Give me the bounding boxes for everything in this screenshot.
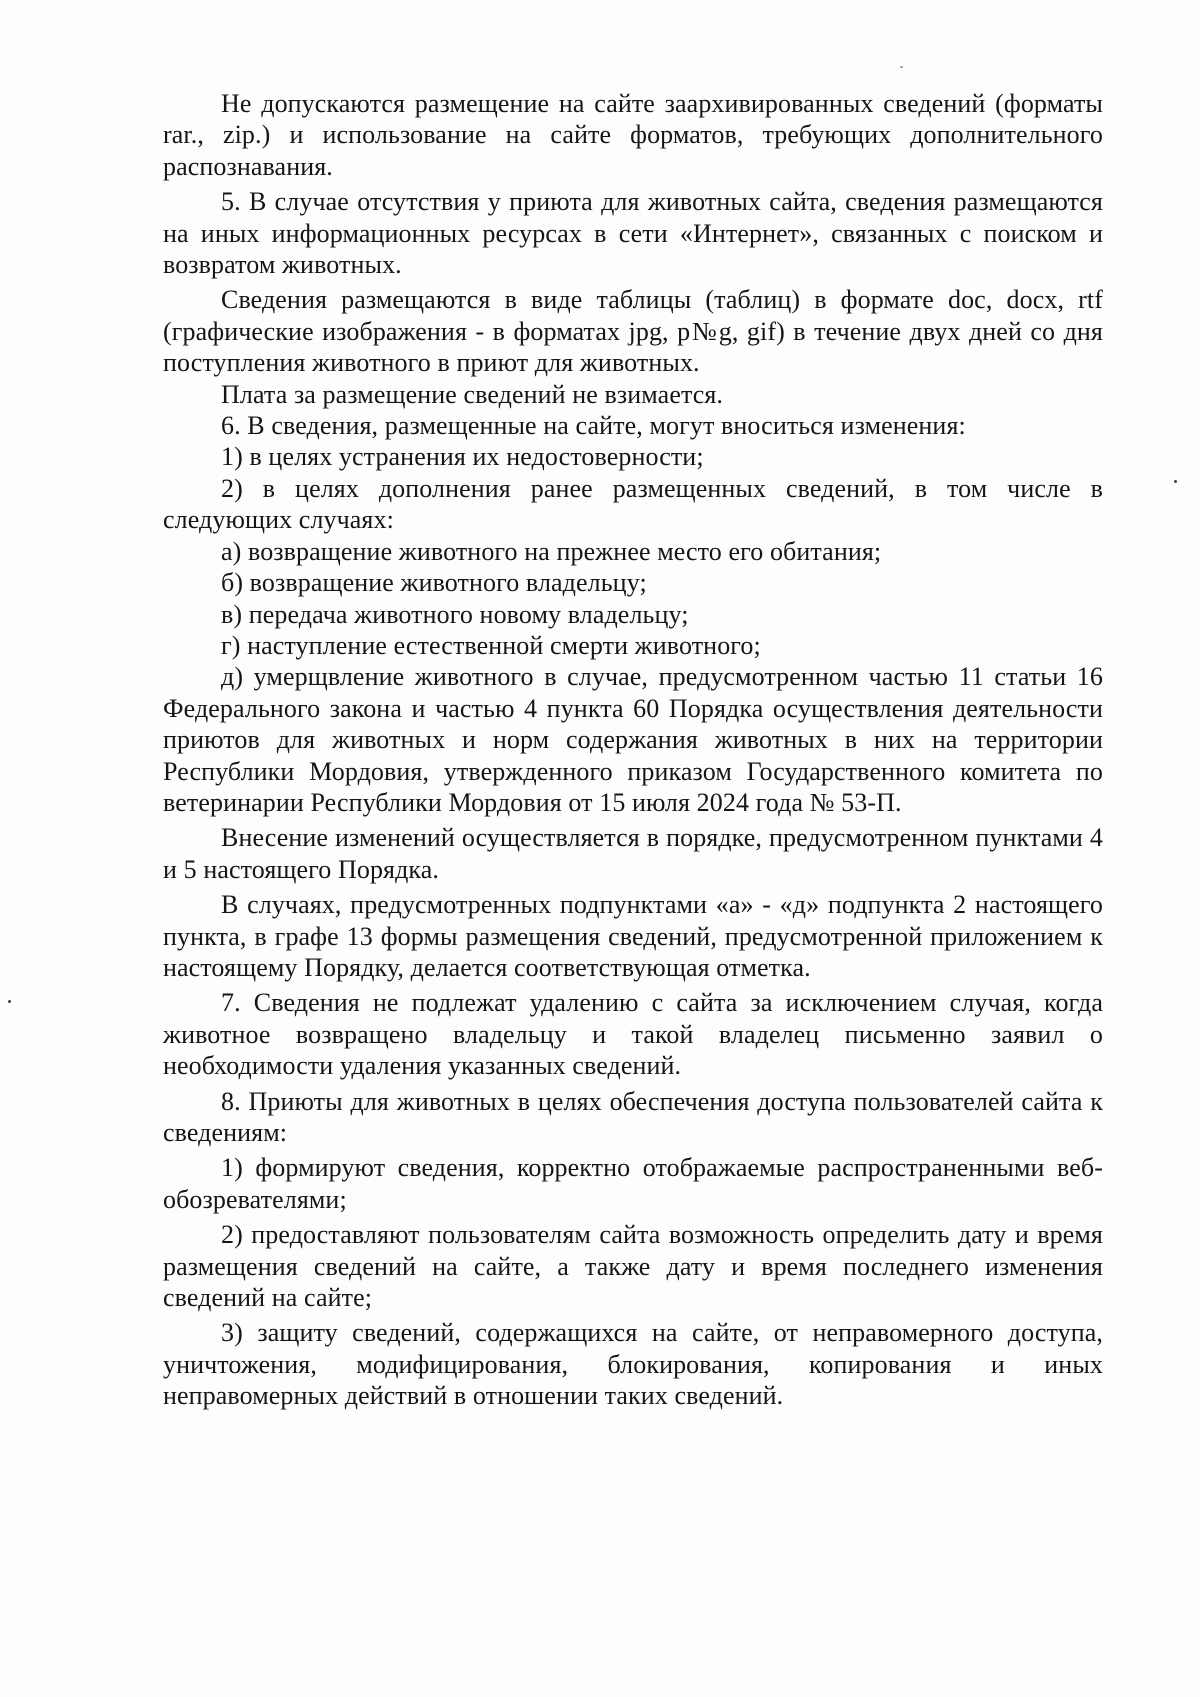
paragraph-6-subitem-d: д) умерщвление животного в случае, предусмотренном частью 11 статьи 16 Федерального закона и частью 4 пункта 60 Порядка осуществления деятельности приютов для животных и норм содержания животных в них на территории Республики Мордовия, утвержденного приказом Государственного комитета по ветеринарии Республики Мордовия от 15 июля 2024 года № 53-П.: [163, 662, 1103, 817]
scan-speck: [8, 1000, 11, 1003]
paragraph-6-subitem-b: б) возвращение животного владельцу;: [221, 568, 647, 598]
paragraph-8: 8. Приюты для животных в целях обеспечения доступа пользователей сайта к сведениям:: [163, 1086, 1103, 1147]
document-body: [163, 88, 1103, 1412]
paragraph-6-subitem-v: в) передача животного новому владельцу;: [221, 599, 689, 629]
paragraph-fee: Плата за размещение сведений не взимается.: [221, 379, 724, 409]
paragraph-5: 5. В случае отсутствия у приюта для животных сайта, сведения размещаются на иных информационных ресурсах в сети «Интернет», связанных с поиском и возвратом животных.: [163, 187, 1103, 280]
paragraph-6: 6. В сведения, размещенные на сайте, могут вноситься изменения:: [221, 411, 966, 441]
paragraph-6-subitem-a: а) возвращение животного на прежнее место его обитания;: [221, 536, 882, 566]
paragraph-8-item-2: 2) предоставляют пользователям сайта возможность определить дату и время размещения сведений на сайте, а также дату и время последнего изменения сведений на сайте;: [163, 1220, 1103, 1313]
scan-speck: [900, 66, 903, 68]
paragraph-6-subitem-g: г) наступление естественной смерти животного;: [221, 630, 761, 660]
paragraph-8-item-3: 3) защиту сведений, содержащихся на сайте, от неправомерного доступа, уничтожения, модифицирования, блокирования, копирования и иных неправомерных действий в отношении таких сведений.: [163, 1318, 1103, 1411]
paragraph-changes-procedure: Внесение изменений осуществляется в порядке, предусмотренном пунктами 4 и 5 настоящего Порядка.: [163, 823, 1103, 884]
paragraph-table-formats: Сведения размещаются в виде таблицы (таблиц) в формате doc, docx, rtf (графические изображения - в форматах jpg, p№g, gif) в течение двух дней со дня поступления животного в приют для животных.: [163, 285, 1103, 378]
paragraph-6-item-2: 2) в целях дополнения ранее размещенных сведений, в том числе в следующих случаях:: [163, 473, 1103, 535]
scan-speck: [1174, 480, 1177, 483]
paragraph-archive-formats: Не допускаются размещение на сайте заархивированных сведений (форматы rar., zip.) и использование на сайте форматов, требующих дополнительного распознавания.: [163, 89, 1103, 181]
paragraph-mark-note: В случаях, предусмотренных подпунктами «а» - «д» подпункта 2 настоящего пункта, в графе 13 формы размещения сведений, предусмотренной приложением к настоящему Порядку, делается соответствующая отметка.: [163, 890, 1103, 982]
paragraph-7: 7. Сведения не подлежат удалению с сайта за исключением случая, когда животное возвращено владельцу и такой владелец письменно заявил о необходимости удаления указанных сведений.: [163, 988, 1103, 1081]
paragraph-8-item-1: 1) формируют сведения, корректно отображаемые распространенными веб-обозревателями;: [163, 1153, 1103, 1214]
paragraph-6-item-1: 1) в целях устранения их недостоверности;: [221, 442, 704, 472]
